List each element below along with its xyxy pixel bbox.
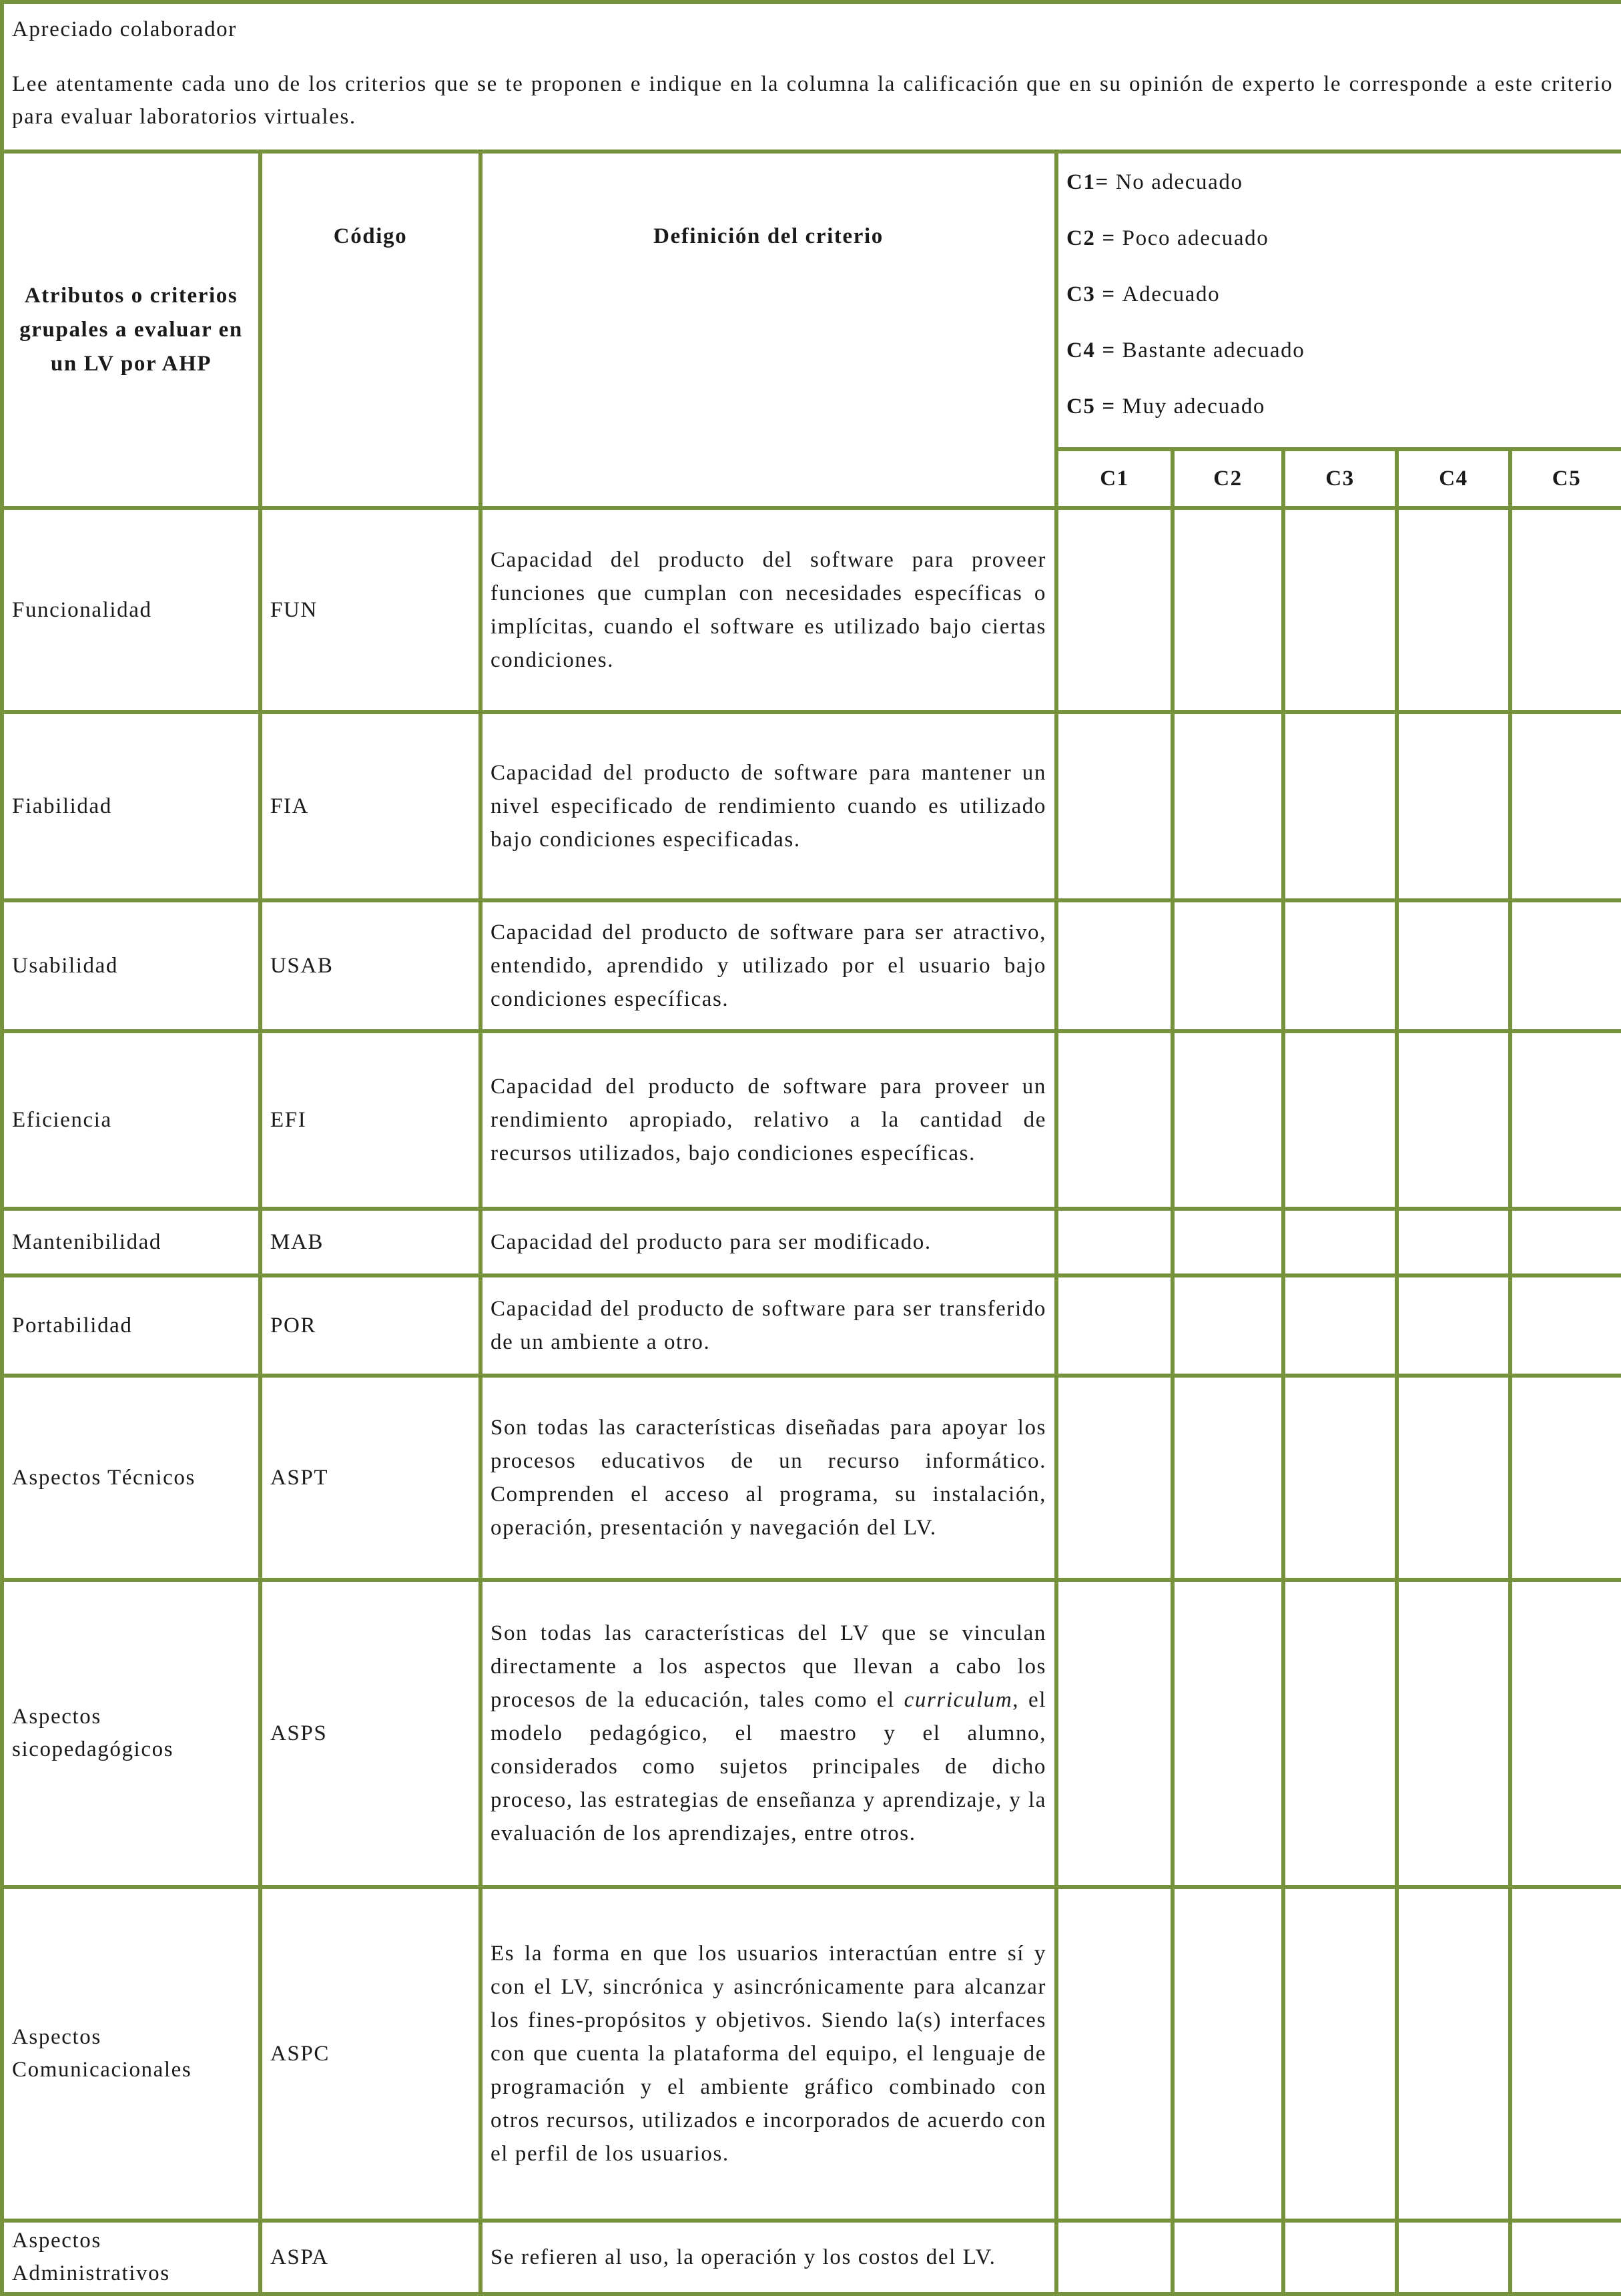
rating-cell-c5[interactable]: [1510, 508, 1621, 712]
attribute-definition: Capacidad del producto de software para ser atractivo, entendido, aprendido y utilizado por el usuario bajo condiciones específicas.: [480, 900, 1056, 1031]
table-row: [2, 1376, 1621, 1580]
rating-cell-c4[interactable]: [1397, 1376, 1510, 1580]
rating-cell-c2[interactable]: [1173, 1580, 1283, 1887]
rating-cell-c2[interactable]: [1173, 712, 1283, 900]
scale-label: Adecuado: [1122, 282, 1221, 306]
attribute-definition: Capacidad del producto del software para proveer funciones que cumplan con necesidades específicas o implícitas, cuando el software es utilizado bajo ciertas condiciones.: [480, 508, 1056, 712]
rating-cell-c4[interactable]: [1397, 2221, 1510, 2294]
scale-code: C5: [1066, 394, 1096, 418]
rating-cell-c3[interactable]: [1283, 1275, 1397, 1376]
attribute-name: Usabilidad: [2, 900, 260, 1031]
attribute-definition: Es la forma en que los usuarios interactúan entre sí y con el LV, sincrónica y asincrónicamente para alcanzar los fines-propósitos y objetivos. Siendo la(s) interfaces con que cuenta la plataforma del equipo, el lenguaje de programación y el ambiente gráfico combinado con otros recursos, utilizados e incorporados de acuerdo con el perfil de los usuarios.: [480, 1887, 1056, 2221]
attribute-name: Funcionalidad: [2, 508, 260, 712]
attribute-code: FUN: [260, 508, 480, 712]
rating-cell-c1[interactable]: [1056, 1209, 1173, 1275]
attribute-name: Mantenibilidad: [2, 1209, 260, 1275]
rating-cell-c2[interactable]: [1173, 1887, 1283, 2221]
attribute-code: USAB: [260, 900, 480, 1031]
rating-column-header-c2: C2: [1173, 449, 1283, 508]
scale-item-c1: C1= No adecuado: [1066, 170, 1243, 194]
attribute-code: EFI: [260, 1031, 480, 1209]
definition-text: Son todas las características del LV que se vinculan directamente a los aspectos que llevan a cabo los procesos de la educación, tales como el: [491, 1621, 1046, 1712]
rating-cell-c1[interactable]: [1056, 1887, 1173, 2221]
rating-cell-c3[interactable]: [1283, 900, 1397, 1031]
rating-cell-c3[interactable]: [1283, 1580, 1397, 1887]
scale-code: C1: [1066, 170, 1096, 194]
definition-text: , el modelo pedagógico, el maestro y el alumno, considerados como sujetos principales de dicho proceso, las estrategias de enseñanza y aprendizaje, y la evaluación de los aprendizajes, entre otros.: [491, 1688, 1046, 1845]
greeting-text: Apreciado colaborador: [12, 17, 237, 41]
attribute-definition: Capacidad del producto de software para proveer un rendimiento apropiado, relativo a la cantidad de recursos utilizados, bajo condiciones específicas.: [480, 1031, 1056, 1209]
attribute-name: Aspectos Comunicacionales: [2, 1887, 260, 2221]
rating-cell-c5[interactable]: [1510, 712, 1621, 900]
rating-cell-c5[interactable]: [1510, 900, 1621, 1031]
rating-column-header-c3: C3: [1283, 449, 1397, 508]
rating-cell-c3[interactable]: [1283, 508, 1397, 712]
attribute-code: ASPS: [260, 1580, 480, 1887]
rating-cell-c4[interactable]: [1397, 1275, 1510, 1376]
rating-cell-c1[interactable]: [1056, 712, 1173, 900]
rating-cell-c3[interactable]: [1283, 2221, 1397, 2294]
rating-cell-c1[interactable]: [1056, 508, 1173, 712]
rating-cell-c3[interactable]: [1283, 1887, 1397, 2221]
scale-item-c2: C2 = Poco adecuado: [1066, 226, 1269, 250]
rating-column-header-c1: C1: [1056, 449, 1173, 508]
attribute-definition: Se refieren al uso, la operación y los costos del LV.: [480, 2221, 1056, 2294]
attribute-code: ASPA: [260, 2221, 480, 2294]
rating-cell-c4[interactable]: [1397, 1031, 1510, 1209]
rating-cell-c2[interactable]: [1173, 900, 1283, 1031]
intro-cell: [2, 2, 1621, 152]
attribute-name: Eficiencia: [2, 1031, 260, 1209]
definition-column-header: Definición del criterio: [480, 152, 1056, 508]
rating-cell-c1[interactable]: [1056, 1376, 1173, 1580]
rating-cell-c4[interactable]: [1397, 712, 1510, 900]
attribute-code: ASPT: [260, 1376, 480, 1580]
scale-code: C4: [1066, 338, 1096, 362]
rating-cell-c4[interactable]: [1397, 508, 1510, 712]
rating-scale-legend: [1056, 152, 1621, 449]
rating-cell-c1[interactable]: [1056, 1031, 1173, 1209]
rating-cell-c2[interactable]: [1173, 1376, 1283, 1580]
scale-item-c3: C3 = Adecuado: [1066, 282, 1221, 306]
table-row: [2, 1275, 1621, 1376]
scale-label: Poco adecuado: [1122, 226, 1269, 250]
table-row: [2, 1887, 1621, 2221]
rating-cell-c4[interactable]: [1397, 900, 1510, 1031]
rating-cell-c5[interactable]: [1510, 1275, 1621, 1376]
rating-column-header-c4: C4: [1397, 449, 1510, 508]
scale-label: No adecuado: [1115, 170, 1243, 194]
rating-cell-c2[interactable]: [1173, 1209, 1283, 1275]
rating-cell-c5[interactable]: [1510, 1031, 1621, 1209]
rating-cell-c4[interactable]: [1397, 1580, 1510, 1887]
attribute-definition: Capacidad del producto de software para mantener un nivel especificado de rendimiento cuando es utilizado bajo condiciones especificadas.: [480, 712, 1056, 900]
rating-cell-c1[interactable]: [1056, 900, 1173, 1031]
table-row: [2, 1031, 1621, 1209]
attribute-definition: Capacidad del producto para ser modificado.: [480, 1209, 1056, 1275]
rating-cell-c1[interactable]: [1056, 2221, 1173, 2294]
table-row: [2, 1580, 1621, 1887]
attribute-code: ASPC: [260, 1887, 480, 2221]
attribute-name: Fiabilidad: [2, 712, 260, 900]
rating-cell-c5[interactable]: [1510, 1209, 1621, 1275]
rating-cell-c1[interactable]: [1056, 1275, 1173, 1376]
attribute-name: Aspectos Técnicos: [2, 1376, 260, 1580]
attribute-code: POR: [260, 1275, 480, 1376]
scale-item-c5: C5 = Muy adecuado: [1066, 394, 1266, 418]
table-row: [2, 900, 1621, 1031]
attribute-code: FIA: [260, 712, 480, 900]
instruction-text: Lee atentamente cada uno de los criterios que se te proponen e indique en la columna la calificación que en su opinión de experto le corresponde a este criterio para evaluar laboratorios virtuales.: [12, 72, 1614, 129]
rating-cell-c3[interactable]: [1283, 1031, 1397, 1209]
scale-code: C2: [1066, 226, 1096, 250]
rating-cell-c1[interactable]: [1056, 1580, 1173, 1887]
rating-cell-c2[interactable]: [1173, 2221, 1283, 2294]
table-row: [2, 712, 1621, 900]
scale-code: C3: [1066, 282, 1096, 306]
table-row: [2, 508, 1621, 712]
rating-cell-c3[interactable]: [1283, 1376, 1397, 1580]
attribute-name: Portabilidad: [2, 1275, 260, 1376]
rating-cell-c2[interactable]: [1173, 508, 1283, 712]
rating-cell-c2[interactable]: [1173, 1031, 1283, 1209]
rating-cell-c5[interactable]: [1510, 1887, 1621, 2221]
attribute-definition: Capacidad del producto de software para ser transferido de un ambiente a otro.: [480, 1275, 1056, 1376]
rating-cell-c5[interactable]: [1510, 1580, 1621, 1887]
attribute-name: Aspectos Administrativos: [2, 2221, 260, 2294]
rating-cell-c5[interactable]: [1510, 2221, 1621, 2294]
rating-cell-c3[interactable]: [1283, 1209, 1397, 1275]
rating-column-header-c5: C5: [1510, 449, 1621, 508]
table-row: [2, 2221, 1621, 2294]
rating-cell-c3[interactable]: [1283, 712, 1397, 900]
rating-cell-c4[interactable]: [1397, 1887, 1510, 2221]
scale-item-c4: C4 = Bastante adecuado: [1066, 338, 1305, 362]
attributes-column-header: Atributos o criterios grupales a evaluar en un LV por AHP: [2, 152, 260, 508]
attribute-name: Aspectos sicopedagógicos: [2, 1580, 260, 1887]
attribute-definition: [480, 1580, 1056, 1887]
scale-label: Muy adecuado: [1122, 394, 1266, 418]
attribute-definition: Son todas las características diseñadas para apoyar los procesos educativos de un recurso informático. Comprenden el acceso al programa, su instalación, operación, presentación y navegación del LV.: [480, 1376, 1056, 1580]
attribute-code: MAB: [260, 1209, 480, 1275]
rating-cell-c4[interactable]: [1397, 1209, 1510, 1275]
rating-cell-c5[interactable]: [1510, 1376, 1621, 1580]
table-row: [2, 1209, 1621, 1275]
code-column-header: Código: [260, 152, 480, 508]
rating-cell-c2[interactable]: [1173, 1275, 1283, 1376]
definition-italic-term: curriculum: [904, 1688, 1013, 1712]
scale-label: Bastante adecuado: [1122, 338, 1305, 362]
